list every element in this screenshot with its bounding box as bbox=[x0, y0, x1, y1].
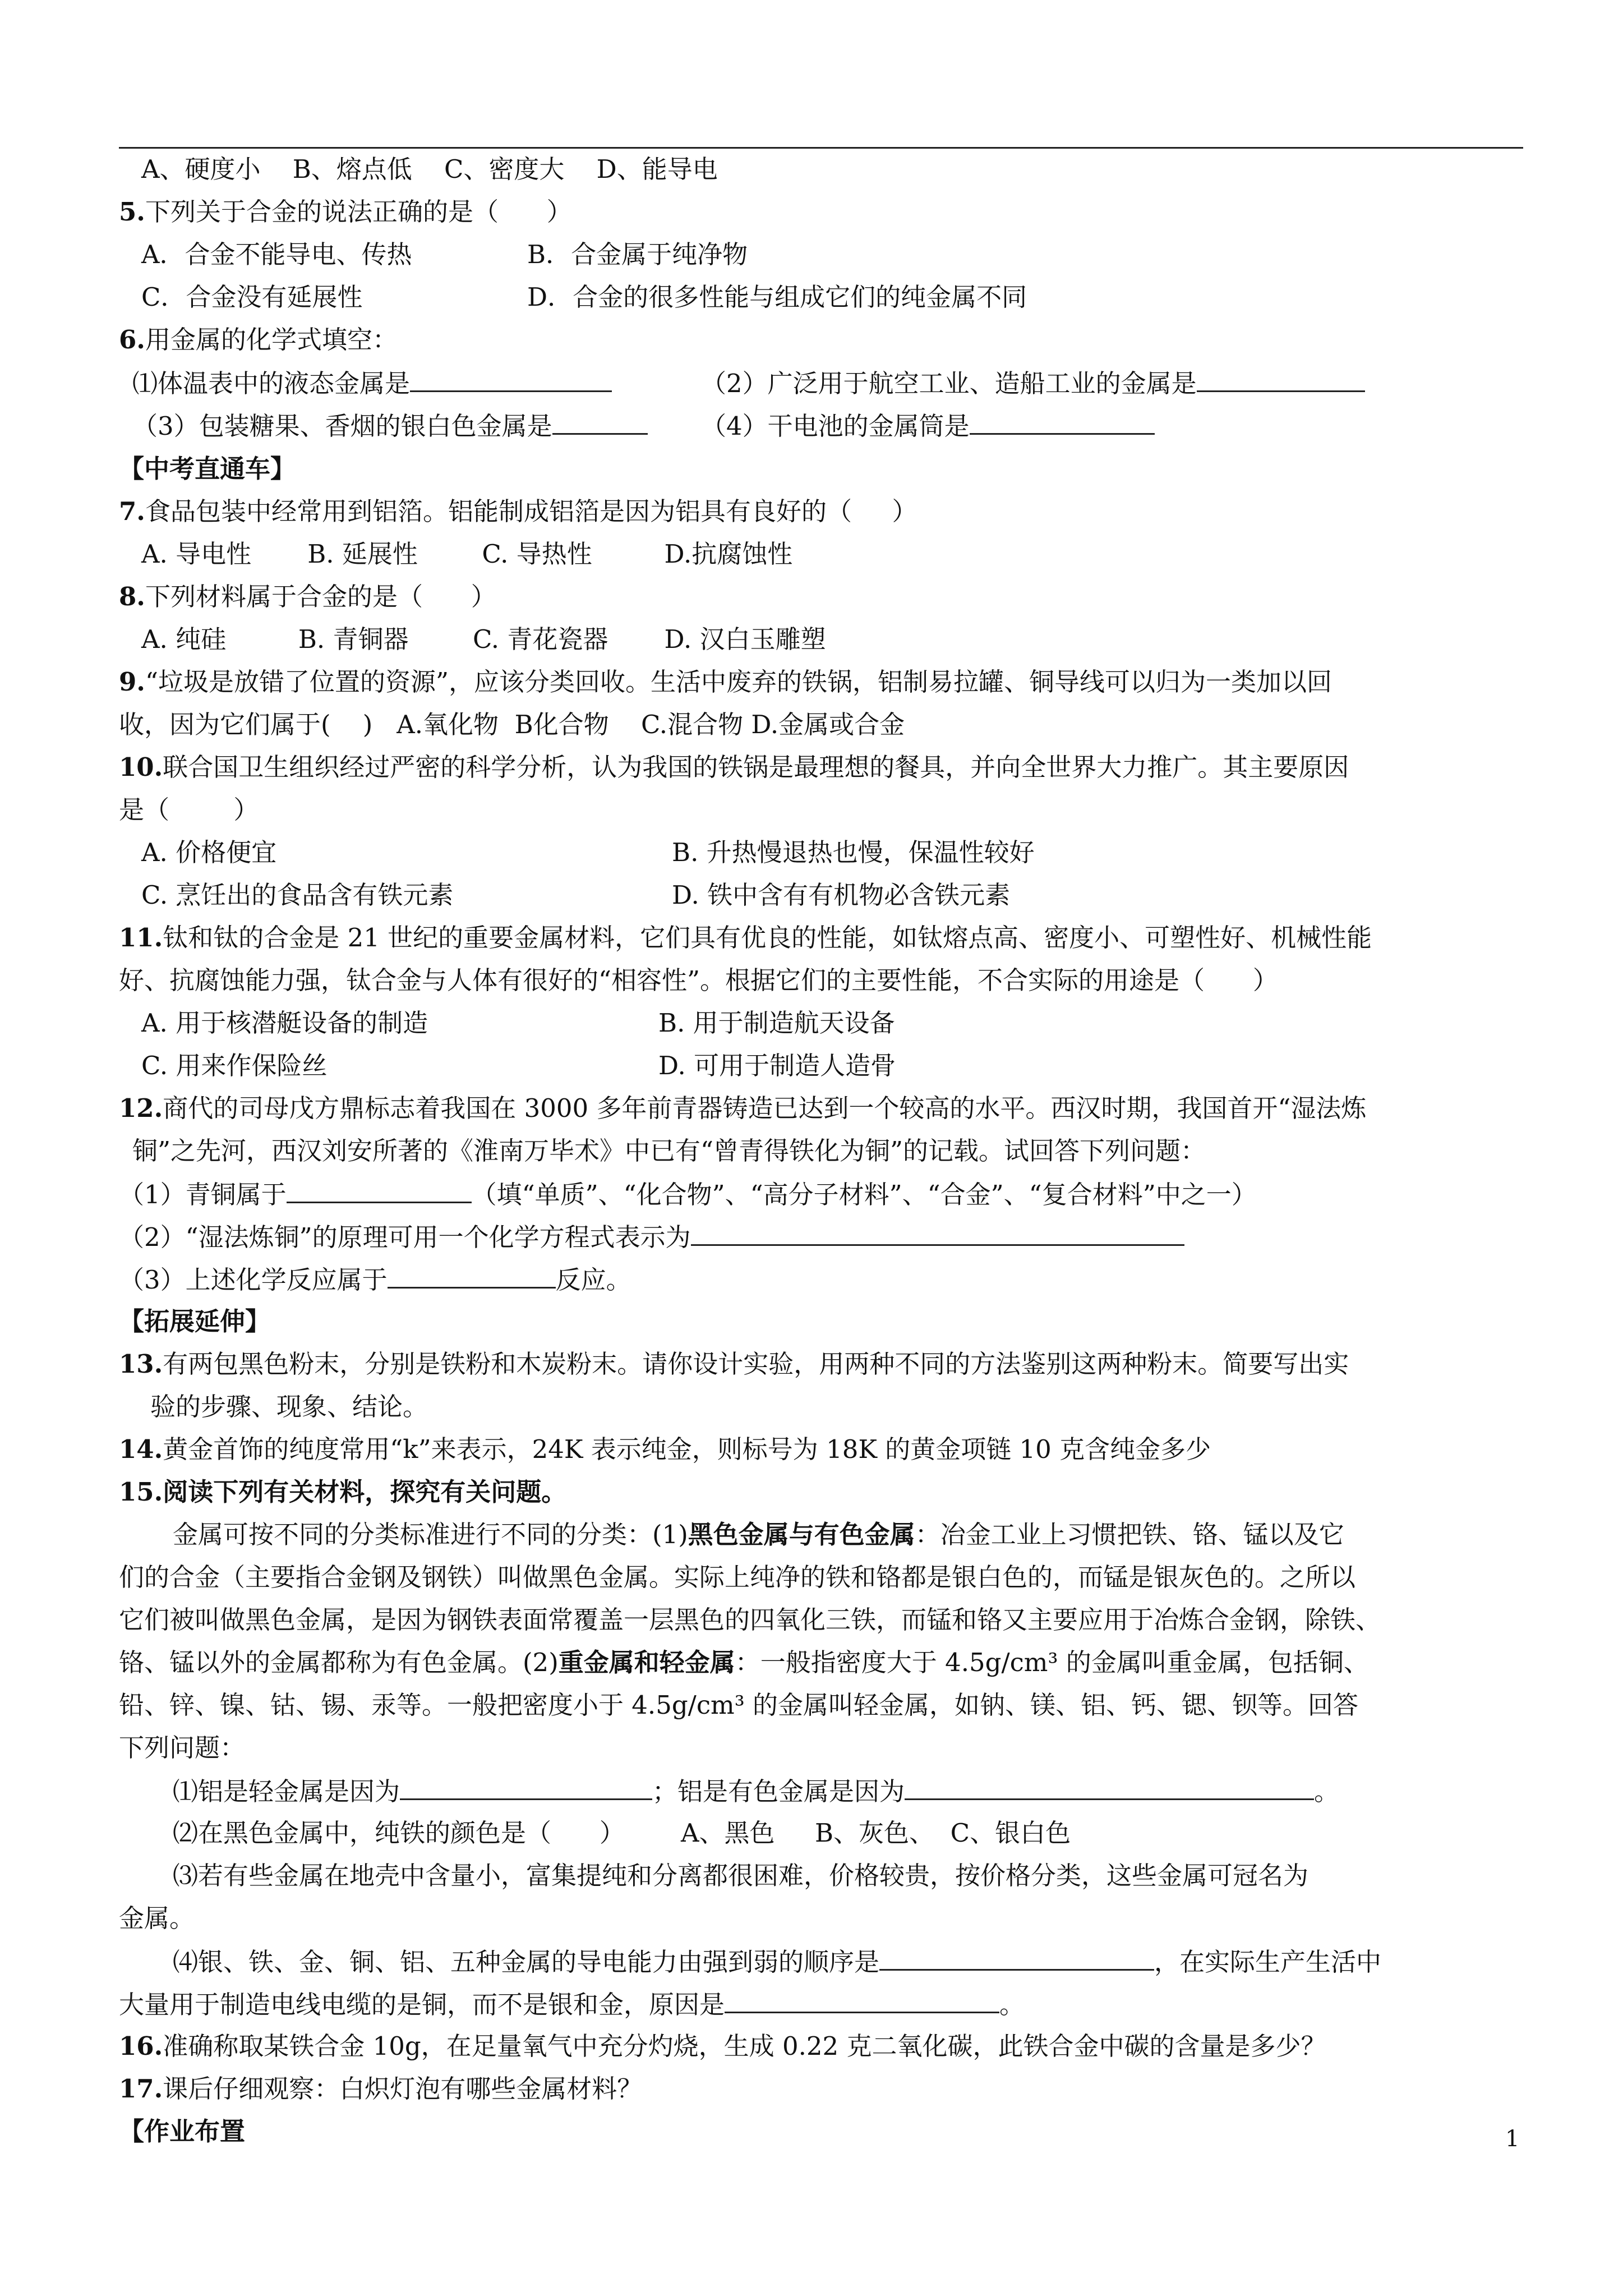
q10-stem-cont: 是（ ） bbox=[119, 795, 259, 825]
q15-stem: 15.阅读下列有关材料，探究有关问题。 bbox=[119, 1477, 567, 1507]
q4-options: A、硬度小 B、熔点低 C、密度大 D、能导电 bbox=[141, 154, 718, 184]
q9-stem-cont: 收，因为它们属于( ) A.氧化物 B化合物 C.混合物 D.金属或合金 bbox=[119, 710, 905, 739]
q10-option-d: D. 铁中含有有机物必含铁元素 bbox=[672, 880, 1011, 910]
page-number: 1 bbox=[1505, 2126, 1520, 2152]
q9-stem: 9.“垃圾是放错了位置的资源”，应该分类回收。生活中废弃的铁锅，铝制易拉罐、铜导线可以归为一类加以回 bbox=[119, 667, 1332, 697]
q10-option-c: C. 烹饪出的食品含有铁元素 bbox=[141, 880, 454, 910]
q15-passage-line3: 它们被叫做黑色金属，是因为钢铁表面常覆盖一层黑色的四氧化三铁，而锰和铬又主要应用于冶炼合金钢，除铁、 bbox=[119, 1605, 1381, 1635]
q5-option-b: B．合金属于纯净物 bbox=[527, 240, 748, 269]
q15-part2: ⑵在黑色金属中，纯铁的颜色是（ ） A、黑色 B、灰色、 C、银白色 bbox=[173, 1818, 1071, 1848]
q7-stem: 7.食品包装中经常用到铝箔。铝能制成铝箔是因为铝具有良好的（ ） bbox=[119, 496, 917, 526]
q10-option-a: A. 价格便宜 bbox=[141, 838, 277, 867]
q17-stem: 17.课后仔细观察：白炽灯泡有哪些金属材料？ bbox=[119, 2074, 643, 2104]
q11-option-c: C. 用来作保险丝 bbox=[141, 1051, 328, 1080]
q11-stem-cont: 好、抗腐蚀能力强，钛合金与人体有很好的“相容性”。根据它们的主要性能，不合实际的用途是（ ） bbox=[119, 965, 1278, 995]
q11-option-a: A. 用于核潜艇设备的制造 bbox=[141, 1008, 428, 1038]
q15-part3-cont: 金属。 bbox=[119, 1903, 195, 1933]
q15-passage-line4: 铬、锰以外的金属都称为有色金属。(2)重金属和轻金属：一般指密度大于 4.5g/cm³ 的金属叫重金属，包括铜、 bbox=[119, 1648, 1369, 1677]
q6-stem: 6.用金属的化学式填空： bbox=[119, 325, 398, 355]
q12-part2: （2）“湿法炼铜”的原理可用一个化学方程式表示为 bbox=[119, 1220, 1184, 1254]
q5-option-d: D．合金的很多性能与组成它们的纯金属不同 bbox=[527, 282, 1027, 312]
q13-stem-cont: 验的步骤、现象、结论。 bbox=[150, 1392, 428, 1421]
q15-passage-line1: 金属可按不同的分类标准进行不同的分类：(1)黑色金属与有色金属：冶金工业上习惯把铁、铬、锰以及它 bbox=[173, 1520, 1344, 1549]
q6-part1: ⑴体温表中的液态金属是 bbox=[132, 366, 612, 401]
q13-stem: 13.有两包黑色粉末，分别是铁粉和木炭粉末。请你设计实验，用两种不同的方法鉴别这两种粉末。简要写出实 bbox=[119, 1349, 1349, 1379]
q12-part1: （1）青铜属于 （填“单质”、“化合物”、“高分子材料”、“合金”、“复合材料”中之一） bbox=[119, 1177, 1257, 1212]
q12-stem: 12.商代的司母戊方鼎标志着我国在 3000 多年前青器铸造已达到一个较高的水平。西汉时期，我国首开“湿法炼 bbox=[119, 1093, 1367, 1123]
q6-part3: （3）包装糖果、香烟的银白色金属是 bbox=[132, 408, 648, 443]
q10-stem: 10.联合国卫生组织经过严密的科学分析，认为我国的铁锅是最理想的餐具，并向全世界大力推广。其主要原因 bbox=[119, 752, 1349, 782]
q6-part2: （2）广泛用于航空工业、造船工业的金属是 bbox=[701, 366, 1365, 401]
q12-stem-cont: 铜”之先河，西汉刘安所著的《淮南万毕术》中已有“曾青得铁化为铜”的记载。试回答下列问题： bbox=[132, 1136, 1206, 1166]
q11-stem: 11.钛和钛的合金是 21 世纪的重要金属材料，它们具有优良的性能，如钛熔点高、密度小、可塑性好、机械性能 bbox=[119, 923, 1372, 953]
q8-options: A. 纯硅 B. 青铜器 C. 青花瓷器 D. 汉白玉雕塑 bbox=[141, 624, 826, 654]
q15-passage-line5: 铅、锌、镍、钴、锡、汞等。一般把密度小于 4.5g/cm³ 的金属叫轻金属，如钠、镁、铝、钙、锶、钡等。回答 bbox=[119, 1690, 1359, 1720]
q11-option-d: D. 可用于制造人造骨 bbox=[658, 1051, 896, 1080]
q10-option-b: B. 升热慢退热也慢，保温性较好 bbox=[672, 838, 1035, 867]
section-heading-zhongkao: 【中考直通车】 bbox=[119, 454, 296, 484]
q5-option-a: A．合金不能导电、传热 bbox=[141, 240, 412, 269]
q5-stem: 5.下列关于合金的说法正确的是（ ） bbox=[119, 197, 572, 227]
q15-part4-cont: 大量用于制造电线电缆的是铜，而不是银和金，原因是 。 bbox=[119, 1987, 1025, 2022]
q15-part4: ⑷银、铁、金、铜、铝、五种金属的导电能力由强到弱的顺序是 ，在实际生产生活中 bbox=[173, 1944, 1381, 1979]
q11-option-b: B. 用于制造航天设备 bbox=[658, 1008, 895, 1038]
q15-passage-line6: 下列问题： bbox=[119, 1733, 246, 1763]
q15-part3: ⑶若有些金属在地壳中含量小，富集提纯和分离都很困难，价格较贵，按价格分类，这些金属可冠名为 bbox=[173, 1861, 1309, 1890]
header-rule bbox=[119, 147, 1523, 149]
section-heading-homework: 【作业布置 bbox=[119, 2116, 246, 2146]
q8-stem: 8.下列材料属于合金的是（ ） bbox=[119, 582, 496, 611]
q14-stem: 14.黄金首饰的纯度常用“k”来表示，24K 表示纯金，则标号为 18K 的黄金项链 10 克含纯金多少 bbox=[119, 1434, 1211, 1464]
q16-stem: 16.准确称取某铁合金 10g，在足量氧气中充分灼烧，生成 0.22 克二氧化碳，此铁合金中碳的含量是多少？ bbox=[119, 2031, 1326, 2061]
q7-options: A. 导电性 B. 延展性 C. 导热性 D.抗腐蚀性 bbox=[141, 539, 793, 569]
q12-part3: （3）上述化学反应属于 反应。 bbox=[119, 1262, 631, 1297]
q5-option-c: C．合金没有延展性 bbox=[141, 282, 363, 312]
q6-part4: （4）干电池的金属筒是 bbox=[701, 408, 1155, 443]
section-heading-extension: 【拓展延伸】 bbox=[119, 1306, 271, 1336]
q15-passage-line2: 们的合金（主要指合金钢及钢铁）叫做黑色金属。实际上纯净的铁和铬都是银白色的，而锰是银灰色的。之所以 bbox=[119, 1562, 1356, 1592]
q15-part1: ⑴铝是轻金属是因为 ；铝是有色金属是因为 。 bbox=[173, 1774, 1339, 1809]
